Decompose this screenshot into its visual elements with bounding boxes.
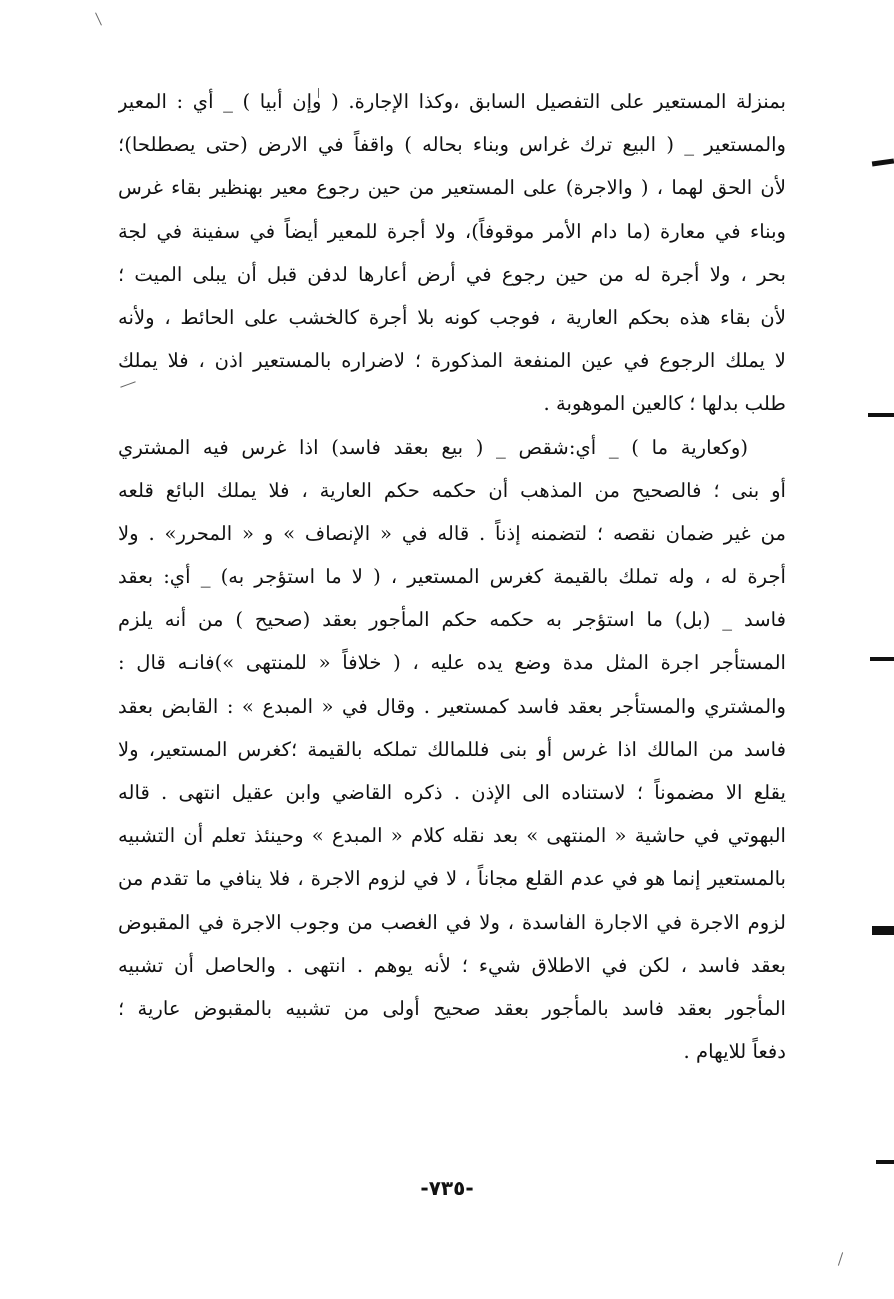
scan-speck	[95, 12, 102, 25]
scan-edge-mark	[872, 158, 894, 166]
body-text	[118, 80, 786, 1073]
text-line: دفعاً للايهام .	[683, 1040, 786, 1064]
scan-speck	[838, 1252, 843, 1266]
text-line: أو بنى ؛ فالصحيح من المذهب أن حكمه حكم العارية ، فلا يملك البائع قلعه	[118, 478, 786, 502]
text-line: المأجور بعقد فاسد بالمأجور بعقد صحيح أولى من تشبيه بالمقبوض عارية ؛	[118, 996, 786, 1020]
text-line: بعقد فاسد ، لكن في الاطلاق شيء ؛ لأنه يوهم . انتهى . والحاصل أن تشبيه	[118, 953, 786, 977]
text-line: بحر ، ولا أجرة له من حين رجوع في أرض أعارها لدفن قبل أن يبلى الميت ؛	[118, 262, 786, 286]
text-line: بمنزلة المستعير على التفصيل السابق ،وكذا الإجارة. ( وإن أبيا ) _ أي : المعير	[118, 90, 786, 113]
paragraph-first-line: (وكعارية ما ) _ أي:شقص _ ( بيع بعقد فاسد) اذا غرس فيه المشتري	[118, 435, 748, 459]
text-line: لأن الحق لهما ، ( والاجرة) على المستعير من حين رجوع معير بهنظير بقاء غرس	[118, 176, 786, 200]
scan-edge-mark	[868, 413, 894, 417]
text-line: والمستعير _ ( البيع ترك غراس وبناء بحاله ) واقفاً في الارض (حتى يصطلحا)؛	[118, 133, 786, 157]
scan-edge-mark	[870, 657, 894, 661]
text-line: البهوتي في حاشية « المنتهى » بعد نقله كلام « المبدع » وحينئذ تعلم أن التشبيه	[118, 824, 786, 848]
text-line: لأن بقاء هذه بحكم العارية ، فوجب كونه بلا أجرة كالخشب على الحائط ، ولأنه	[118, 305, 786, 329]
text-line: طلب بدلها ؛ كالعين الموهوبة .	[543, 392, 786, 416]
text-line: بالمستعير إنما هو في عدم القلع مجاناً ، لا في لزوم الاجرة ، فلا ينافي ما تقدم من	[118, 867, 786, 891]
scan-edge-mark	[876, 1160, 894, 1164]
text-line: المستأجر اجرة المثل مدة وضع يده عليه ، ( خلافاً « للمنتهى »)فانـه قال :	[118, 651, 786, 675]
text-line: من غير ضمان نقصه ؛ لتضمنه إذناً . قاله في « الإنصاف » و « المحرر» . ولا	[118, 521, 786, 545]
text-line: أجرة له ، وله تملك بالقيمة كغرس المستعير ، ( لا ما استؤجر به) _ أي: بعقد	[118, 565, 786, 589]
text-line: لزوم الاجرة في الاجارة الفاسدة ، ولا في الغصب من وجوب الاجرة في المقبوض	[118, 910, 786, 934]
text-line: وبناء في معارة (ما دام الأمر موقوفاً)، ولا أجرة للمعير أيضاً في سفينة في لجة	[118, 219, 786, 243]
text-line: فاسد من المالك اذا غرس أو بنى فللمالك تملكه بالقيمة ؛كغرس المستعير، ولا	[118, 737, 786, 761]
scan-edge-mark	[872, 926, 894, 935]
text-line: لا يملك الرجوع في عين المنفعة المذكورة ؛ لاضراره بالمستعير اذن ، فلا يملك	[118, 349, 786, 373]
text-line: فاسد _ (بل) ما استؤجر به حكمه حكم المأجور بعقد (صحيح ) من أنه يلزم	[118, 608, 786, 632]
page-number: -٧٣٥-	[420, 1176, 474, 1200]
text-line: والمشتري والمستأجر بعقد فاسد كمستعير . وقال في « المبدع » : القابض بعقد	[118, 694, 786, 718]
text-line: يقلع الا مضموناً ؛ لاستناده الى الإذن . ذكره القاضي وابن عقيل انتهى . قاله	[118, 781, 786, 804]
